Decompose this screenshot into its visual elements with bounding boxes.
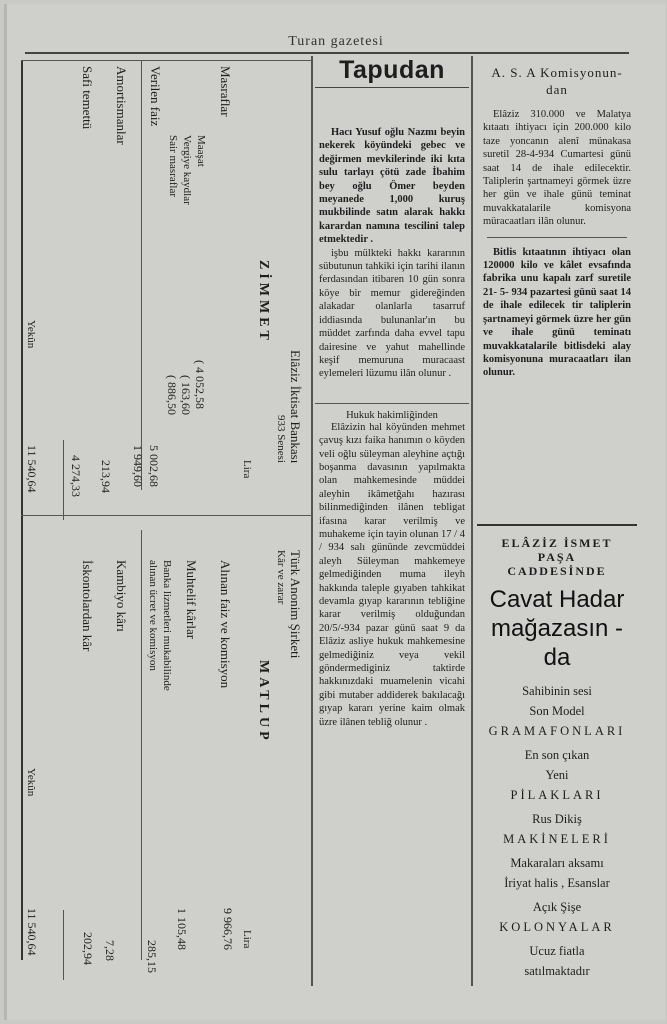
right-total-value: 11 540,64 (25, 908, 39, 956)
tapu-separator (315, 403, 469, 404)
right-row-label-1: Muhtelif kârlar (184, 560, 199, 640)
ad-line-4: En son çıkan (524, 748, 590, 762)
left-row-value-1: 1 949,60 (131, 445, 145, 487)
balance-sheet (21, 60, 311, 1020)
header-rule (25, 52, 629, 54)
newspaper-page (4, 4, 665, 1020)
column-rule-2 (471, 56, 473, 986)
ad-line-2: Son Model (529, 704, 585, 718)
left-row-label-2: Amortismanlar (114, 66, 129, 145)
tapu-paragraph-2: işbu mülkteki hakkı kararının sübutunun tahkiki için tarihi ilanın ferdasından itibaren 10 gün sonra köye bir memur gidereğinden alakadar olanlarla tasarruf iddiasında bulunanlar'ın bu müddet zarfında daha evvel tapu dairesine ve yahut mahellinde keşif memuruna muracaast eylemeleri lüzumu ilân olunur . (319, 247, 465, 380)
column-rule-1 (311, 56, 313, 986)
ad-line-5: Yeni (545, 768, 569, 782)
left-row-value-0: 5 002,68 (147, 445, 161, 487)
currency-label-right: Lira (241, 930, 253, 949)
muhtelif-sub-label-1: alınan ücret ve komisyon (147, 560, 159, 671)
balance-frame-top (21, 60, 311, 61)
komisyon-title-1: A. S. A Komisyonun- (491, 65, 623, 80)
right-row-label-3: İskontolardan kâr (80, 560, 95, 652)
right-label-rule (141, 530, 142, 960)
ad-street-line-1: ELÂZİZ İSMET (501, 536, 613, 550)
bank-title: Elâziz İktisat Bankası (288, 350, 303, 464)
right-row-label-0: Alınan faiz ve komisyon (218, 560, 233, 689)
masraf-sub-label-1: Vergiye kaydlar (181, 135, 193, 205)
left-row-label-1: Verilen faiz (148, 66, 163, 127)
right-row-label-2: Kambiyo kârı (114, 560, 129, 632)
right-row-value-2: 7,28 (103, 940, 117, 961)
tapu-paragraph-1: Hacı Yusuf oğlu Nazmı beyin nekerek köyündeki gebec ve değirmen mevkilerinde iki kıta sulu tarlayı çötü zade İbahim bey oğlu Ömer beyden meyanede 1,000 kuruş mukbilinde satın alarak hakkı karardan namına tescilini talep etmektedir . (319, 127, 465, 246)
ad-line-7: Rus Dikiş (532, 812, 582, 826)
court-title: Hukuk hakimliğinden (346, 409, 438, 421)
komisyon-title-2: dan (546, 82, 568, 97)
currency-label-left: Lira (241, 460, 253, 479)
komisyon-text-2: Bitlis kıtaatının ihtiyacı olan 120000 kilo ve kâlet evsafında fabrika unu kapalı zarf suretile 21- 5- 934 pazartesi günü saat 14 de ihale edilecek tir taliplerin şartnameyi görmek üzre her gün ve ihale günü teminatı muvakkatalarile bitlisdeki alay komisyonuna muracaatları ilan olunur. (483, 246, 631, 379)
bank-subtitle: 933 Senesi (275, 415, 287, 463)
ad-street-line-3: CADDESİNDE (507, 564, 607, 578)
komisyon-notice-column (477, 56, 637, 380)
ad-line-1: Sahibinin sesi (522, 684, 592, 698)
right-total-label: Yekûn (25, 768, 37, 797)
matlup-title: MATLUP (256, 660, 271, 744)
left-row-label-3: Safi temettü (80, 66, 95, 130)
cavat-hadar-advertisement (477, 524, 637, 988)
zimmet-title: ZİMMET (256, 260, 271, 344)
company-title: Türk Anonim Şirketi (288, 550, 303, 659)
right-total-rule (63, 910, 64, 980)
ad-line-3: GRAMAFONLARI (488, 724, 626, 738)
company-subtitle: Kâr ve zarar (275, 550, 287, 605)
ad-line-8: MAKİNELERİ (503, 832, 611, 846)
ad-line-9: Makaraları aksamı (510, 856, 604, 870)
ad-shop-line-2: da (543, 644, 571, 671)
ad-line-13: Ucuz fiatla (529, 944, 585, 958)
ad-street-line-2: PAŞA (537, 550, 577, 564)
left-row-label-0: Masraflar (218, 66, 233, 117)
left-row-value-2: 213,94 (99, 460, 113, 493)
ad-shop-line-1: mağazasın - (490, 615, 624, 642)
masraf-sub-value-1: ( 163,60 (179, 375, 193, 415)
right-row-value-3: 202,94 (81, 932, 95, 965)
left-row-value-3: 4 274,33 (69, 455, 83, 497)
tapu-title: Tapudan (315, 56, 469, 88)
ad-line-10: İriyat halis , Esanslar (504, 876, 610, 890)
muhtelif-sub-value-1: 285,15 (145, 940, 159, 973)
balance-divider (21, 515, 311, 516)
ad-line-14: satılmaktadır (524, 964, 590, 978)
court-paragraph: Elâzizin hal köyünden mehmet çavuş kızı faika hanımın o köyden veli oğlu süleyman aleyhine açtığı boşanma davasının yapılmakta olan mahkemesinde müddei aleyhin ikâmetğahı hazırası bilinmediğinden ilânen tebligat ifasına karar verilmiş ve muhakeme için tayin olunan 17 / 4 / 934 salı gününde zevcmüddei aleyh Süleyman mahkemeye gelmediğinden muma ileyh hakkında taleple gıyaben tahkikat devamla gıyap kararının tebliğine karar verilmiş olduğundan 20/5/-934 pazar günü saat 9 da Elâziz asliye hukuk mahkemesine gelmediğiniz veya vekil göndermediginiz taktirde hakkınızdaki muamelenin vicahi gibi mutaber addiderek bakılacağı gıyap kararı yerine kaim olmak üzre ilânen tebliğ olunur . (319, 421, 465, 728)
right-row-value-0: 9 966,76 (221, 908, 235, 950)
balance-frame-left (21, 60, 23, 960)
masraf-sub-label-0: Maaşat (195, 135, 207, 167)
ad-line-12: KOLONYALAR (499, 920, 615, 934)
ad-line-6: PİLAKLARI (510, 788, 604, 802)
tapu-notice-column (315, 56, 469, 729)
ad-line-11: Açık Şişe (532, 900, 582, 914)
left-label-rule (141, 60, 142, 490)
masraf-sub-value-0: ( 4 052,58 (193, 360, 207, 409)
masraf-sub-value-2: ( 886,50 (165, 375, 179, 415)
muhtelif-sub-label-0: Banka lizmetleri mukabilinde (161, 560, 173, 691)
left-total-label: Yekûn (25, 320, 37, 349)
komisyon-text-1: Elâziz 310.000 ve Malatya kıtaatı ihtiyacı için 200.000 kilo taze yoncanın alenî münakasa suretil 28-4-934 Cumartesi günü saat 14 de ihale edilecektir. Taliplerin şartnameyi görmek üzre her gün ve ihale günü teminat muvakkatalarile komisyona müracaatları ilân olunur. (483, 109, 631, 228)
left-total-rule (63, 440, 64, 520)
right-row-value-1: 1 105,48 (175, 908, 189, 950)
newspaper-header: Turan gazetesi (288, 34, 384, 49)
left-total-value: 11 540,64 (25, 445, 39, 493)
masraf-sub-label-2: Sair masraflar (167, 135, 179, 197)
komisyon-separator (487, 237, 627, 238)
ad-shop-name: Cavat Hadar (489, 586, 625, 613)
